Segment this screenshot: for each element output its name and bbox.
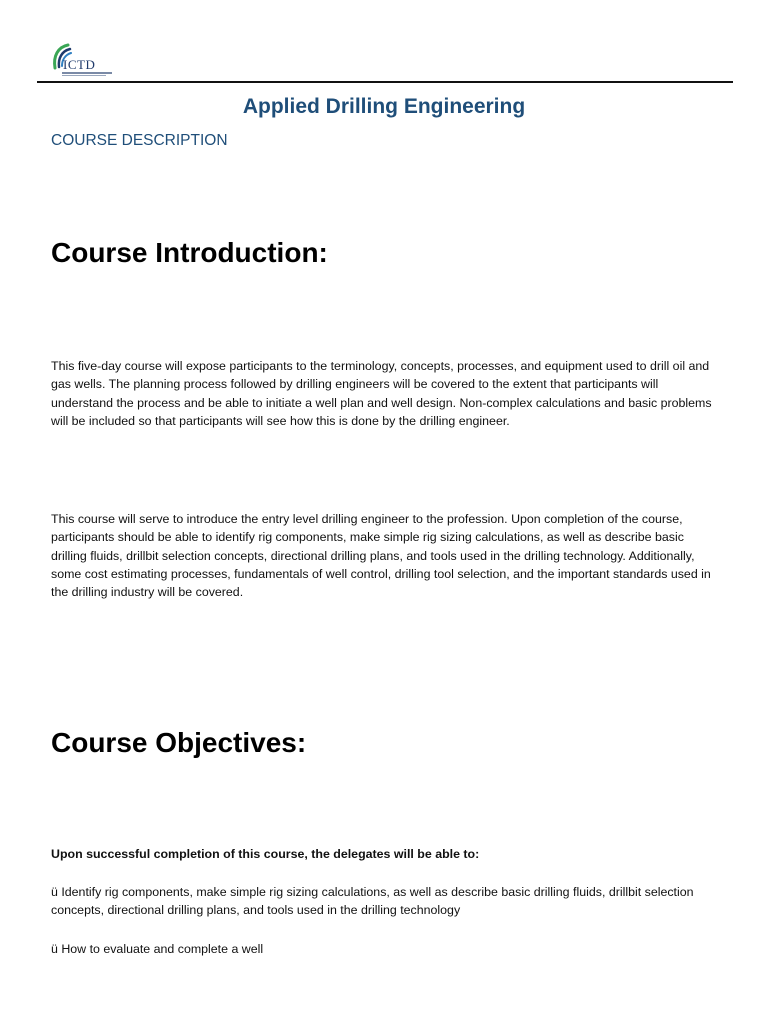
objective-item-2: ü How to evaluate and complete a well: [51, 942, 264, 956]
document-subtitle: COURSE DESCRIPTION: [51, 132, 228, 149]
section-heading-introduction: Course Introduction:: [51, 237, 328, 268]
logo-tagline-bar: [62, 72, 112, 74]
header-divider: [37, 81, 733, 83]
logo-tagline-bar: [62, 75, 106, 76]
section-heading-objectives: Course Objectives:: [51, 727, 307, 758]
ictd-logo: [50, 40, 114, 80]
objective-item-1: ü Identify rig components, make simple rig sizing calculations, as well as describe basic drilling fluids, drillbit selection concepts, directional drilling plans, and tools used in the drilling technology: [51, 885, 694, 918]
objectives-lead: Upon successful completion of this course, the delegates will be able to:: [51, 847, 480, 861]
introduction-paragraph-2: This course will serve to introduce the entry level drilling engineer to the profession. Upon completion of the course, participants should be able to identify rig components, make simple rig sizing calculations, as well as describe basic drilling fluids, drillbit selection concepts, directional drilling plans, and tools used in the drilling technology. Additionally, some cost estimating processes, fundamentals of well control, drilling tool selection, and the important standards used in the drilling industry will be covered.: [51, 512, 711, 600]
logo-text: ICTD: [63, 57, 96, 72]
document-title: Applied Drilling Engineering: [242, 95, 526, 118]
introduction-paragraph-1: This five-day course will expose participants to the terminology, concepts, processes, and equipment used to drill oil and gas wells. The planning process followed by drilling engineers will be covered to the extent that participants will understand the process and be able to initiate a well plan and well design. Non-complex calculations and basic problems will be included so that participants will see how this is done by the drilling engineer.: [51, 359, 712, 428]
